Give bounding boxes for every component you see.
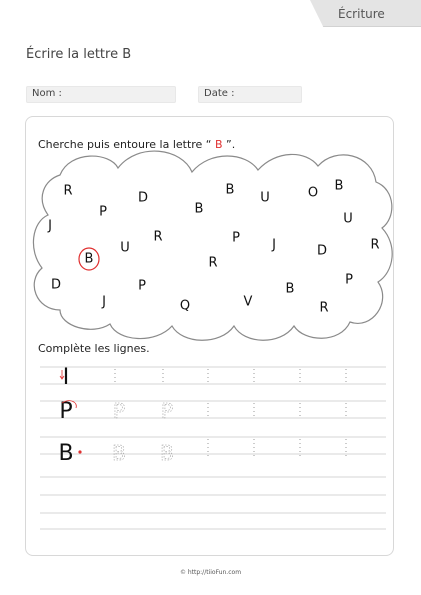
search-letter[interactable]: B xyxy=(194,201,204,217)
search-letter[interactable]: D xyxy=(50,277,62,293)
search-letter[interactable]: R xyxy=(153,229,163,245)
search-letter[interactable]: U xyxy=(343,211,353,227)
search-letter[interactable]: Q xyxy=(179,298,191,314)
trace-letter[interactable]: P xyxy=(112,399,126,423)
search-letter[interactable]: J xyxy=(102,294,106,310)
search-letter[interactable]: B xyxy=(225,182,235,198)
date-field-label: Date : xyxy=(204,88,235,99)
header-tab-label: Écriture xyxy=(338,7,385,21)
instruction-suffix: ”. xyxy=(222,138,236,151)
search-letter[interactable]: P xyxy=(138,278,146,294)
search-letter[interactable]: V xyxy=(243,294,253,310)
trace-letter[interactable]: B xyxy=(160,441,174,465)
search-letter[interactable]: R xyxy=(63,183,73,199)
writing-lines-group xyxy=(40,365,386,529)
search-letter[interactable]: J xyxy=(48,218,52,234)
search-letter[interactable]: R xyxy=(319,300,329,316)
footer-copyright: © http://tiioFun.com xyxy=(179,569,242,576)
search-letter[interactable]: U xyxy=(260,190,270,206)
search-letter[interactable]: P xyxy=(345,272,353,288)
search-letter[interactable]: J xyxy=(272,237,276,253)
trace-letter[interactable]: B xyxy=(112,441,126,465)
search-letter[interactable]: B xyxy=(84,251,94,267)
search-letter[interactable]: U xyxy=(120,240,130,256)
model-letter: I xyxy=(62,365,70,390)
page-title: Écrire la lettre B xyxy=(26,47,132,62)
search-letter[interactable]: R xyxy=(370,237,380,253)
search-letter[interactable]: D xyxy=(137,190,149,206)
instruction-prefix: Cherche puis entoure la lettre “ xyxy=(38,138,216,151)
model-letter: P xyxy=(59,399,73,424)
search-letter[interactable]: P xyxy=(232,230,240,246)
search-letter[interactable]: B xyxy=(334,178,344,194)
search-letter[interactable]: P xyxy=(99,204,107,220)
search-letter[interactable]: R xyxy=(208,255,218,271)
trace-letter[interactable]: P xyxy=(160,399,174,423)
search-letter[interactable]: B xyxy=(285,281,295,297)
exercise2-instruction: Complète les lignes. xyxy=(38,342,150,355)
target-letter: B xyxy=(215,138,223,151)
stroke-start-dot xyxy=(78,450,81,453)
model-letter: B xyxy=(58,441,74,466)
name-field-label: Nom : xyxy=(32,88,62,99)
search-letter[interactable]: D xyxy=(316,243,328,259)
search-letter[interactable]: O xyxy=(307,185,319,201)
